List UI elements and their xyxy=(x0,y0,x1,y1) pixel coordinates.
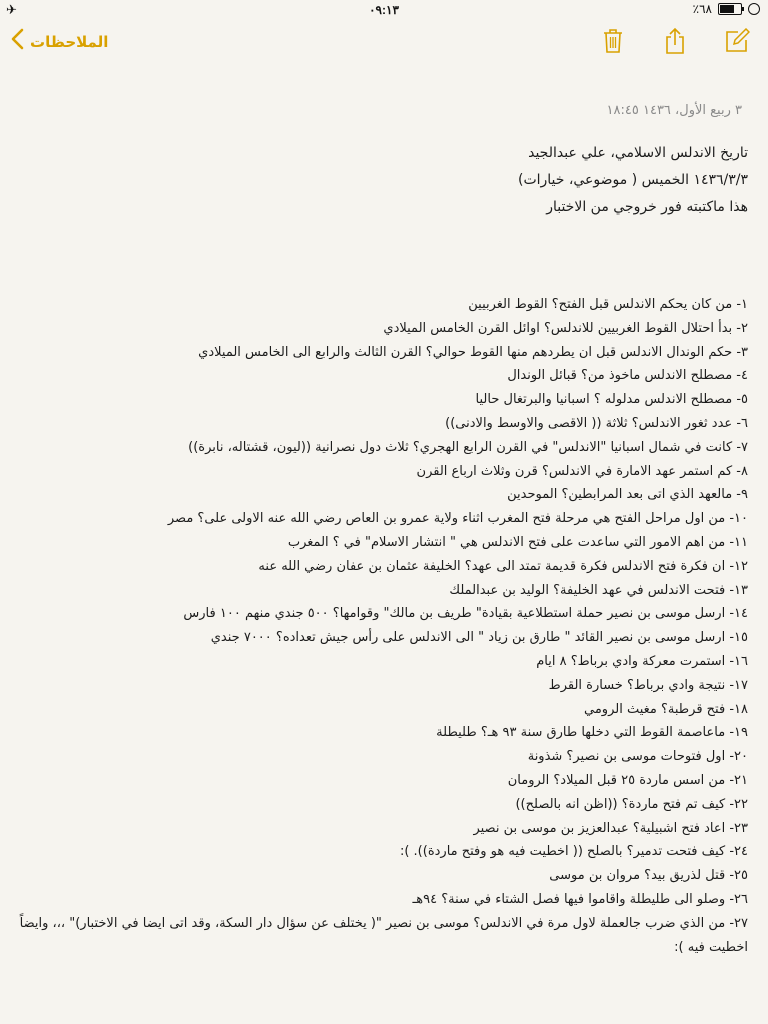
status-bar xyxy=(0,0,768,20)
list-item: ٢٥- قتل لذريق بيد؟ مروان بن موسى xyxy=(549,868,748,884)
rotation-lock-icon xyxy=(748,3,760,15)
note-date: ٣ ربيع الأول، ١٤٣٦ ١٨:٤٥ xyxy=(606,103,742,118)
navbar xyxy=(0,20,768,64)
trash-icon[interactable] xyxy=(598,26,628,56)
list-item: ٨- كم استمر عهد الامارة في الاندلس؟ قرن وثلاث ارباع القرن xyxy=(416,463,748,479)
list-item: ٤- مصطلح الاندلس ماخوذ من؟ قبائل الوندال xyxy=(507,368,748,384)
list-item: ٦- عدد ثغور الاندلس؟ ثلاثة (( الاقصى والاوسط والادنى)) xyxy=(445,415,748,431)
list-item: ٢٣- اعاد فتح اشبيلية؟ عبدالعزيز بن موسى بن نصير xyxy=(473,820,748,836)
list-item: ١٣- فتحت الاندلس في عهد الخليفة؟ الوليد بن عبدالملك xyxy=(449,582,748,598)
list-item: ٢٤- كيف فتحت تدمير؟ بالصلح (( اخطيت فيه هو وفتح ماردة)). ): xyxy=(399,844,748,860)
list-item: ٢٧- من الذي ضرب جالعملة لاول مرة في الاندلس؟ موسى بن نصير "( يختلف عن سؤال دار السكة، وقد اتى ايضا في الاختبار)" ،،، وايضاً اخطيت فيه ): xyxy=(19,915,748,955)
note-subtitle: ١٤٣٦/٣/٣ الخميس ( موضوعي، خيارات) xyxy=(517,172,748,188)
toolbar-icons xyxy=(598,26,752,56)
battery-percent: ٪٦٨ xyxy=(692,2,712,16)
note-body[interactable] xyxy=(18,140,748,959)
back-button[interactable] xyxy=(10,28,108,55)
share-icon[interactable] xyxy=(660,26,690,56)
list-item: ٧- كانت في شمال اسبانيا "الاندلس" في القرن الرابع الهجري؟ ثلاث دول نصرانية ((ليون، قشتاله، نابرة)) xyxy=(188,439,748,455)
battery-icon xyxy=(718,3,742,15)
list-item: ٢٠- اول فتوحات موسى بن نصير؟ شذونة xyxy=(527,749,748,765)
list-item: ٢- بدأ احتلال القوط الغربيين للاندلس؟ اوائل القرن الخامس الميلادي xyxy=(383,320,748,336)
list-item: ٥- مصطلح الاندلس مدلوله ؟ اسبانيا والبرتغال حاليا xyxy=(475,392,748,408)
list-item: ٩- مالعهد الذي اتى بعد المرابطين؟ الموحدين xyxy=(507,487,748,503)
list-item: ٢١- من اسس ماردة ٢٥ قبل الميلاد؟ الرومان xyxy=(507,772,748,788)
airplane-mode-icon: ✈ xyxy=(6,2,17,17)
note-title: تاريخ الاندلس الاسلامي، علي عبدالجيد xyxy=(528,145,748,161)
list-item: ١٧- نتيجة وادي برباط؟ خسارة القرط xyxy=(548,677,748,693)
list-item: ٣- حكم الوندال الاندلس قبل ان يطردهم منها القوط حوالي؟ القرن الثالث والرابع الى الخامس الميلادي xyxy=(198,344,748,360)
list-item: ١١- من اهم الامور التي ساعدت على فتح الاندلس هي " انتشار الاسلام" في ؟ المغرب xyxy=(287,534,748,550)
status-right xyxy=(693,2,760,16)
list-item: ١٦- استمرت معركة وادي برباط؟ ٨ ايام xyxy=(536,653,748,669)
back-label: الملاحظات xyxy=(30,32,109,51)
status-time: ٠٩:١٣ xyxy=(369,3,399,17)
list-item: ١٨- فتح قرطبة؟ مغيث الرومي xyxy=(584,701,748,717)
list-item: ١٠- من اول مراحل الفتح هي مرحلة فتح المغرب اثناء ولاية عمرو بن العاص رضي الله عنه الاولى على؟ مصر xyxy=(167,511,748,527)
blank-space xyxy=(18,221,748,293)
list-item: ٢٢- كيف تم فتح ماردة؟ ((اظن انه بالصلح)) xyxy=(515,796,748,812)
list-item: ١٩- ماعاصمة القوط التي دخلها طارق سنة ٩٣ هـ؟ طليطلة xyxy=(436,725,748,741)
note-intro: هذا ماكتبته فور خروجي من الاختبار xyxy=(546,199,748,215)
list-item: ١٢- ان فكرة فتح الاندلس فكرة قديمة تمتد الى عهد؟ الخليفة عثمان بن عفان رضي الله عنه xyxy=(258,558,748,574)
list-item: ١- من كان يحكم الاندلس قبل الفتح؟ القوط الغربيين xyxy=(468,297,748,312)
compose-icon[interactable] xyxy=(722,26,752,56)
chevron-left-icon xyxy=(10,28,24,55)
list-item: ١٥- ارسل موسى بن نصير القائد " طارق بن زياد " الى الاندلس على رأس جيش تعداده؟ ٧٠٠٠ جندي xyxy=(210,630,748,646)
list-item: ٢٦- وصلو الى طليطلة واقاموا فيها فصل الشتاء في سنة؟ ٩٤هـ xyxy=(412,891,748,907)
list-item: ١٤- ارسل موسى بن نصير حملة استطلاعية بقيادة" طريف بن مالك" وقوامها؟ ٥٠٠ جندي منهم ١٠٠ فارس xyxy=(183,606,748,622)
